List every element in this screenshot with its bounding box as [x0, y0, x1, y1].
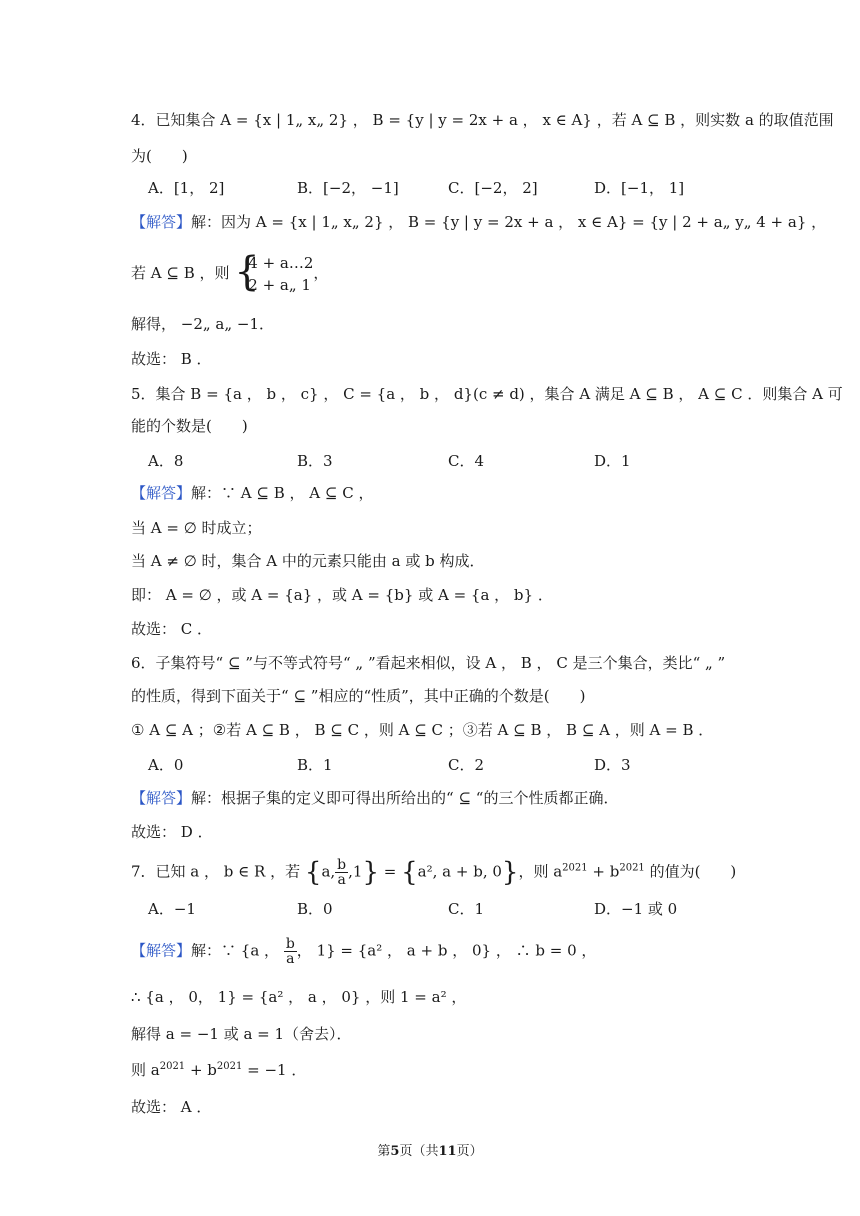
total-pages: 11	[438, 1144, 457, 1159]
q4-case-1: 4 + a…2	[248, 254, 314, 272]
q7-option-d: D．−1 或 0	[594, 900, 678, 918]
fraction-numerator: b	[337, 857, 347, 873]
q4-option-a: A．[1， 2]	[148, 179, 225, 197]
page-footer	[0, 1140, 860, 1159]
q5-option-b: B．3	[297, 452, 333, 470]
answer-tag: 【解答】	[131, 213, 192, 231]
q6-option-a: A．0	[148, 756, 184, 774]
q7-stem-prefix: 7．已知 a ， b ∈ R ，若	[131, 862, 301, 881]
q5-answer-line4: 即： A = ∅ ，或 A = {a} ，或 A = {b} 或 A = {a ， b} ．	[131, 586, 553, 604]
q4-answer-line1	[131, 212, 826, 232]
q7-answer1-suffix: ， 1} = {a² ， a + b ， 0} ， ∴ b = 0 ，	[296, 941, 597, 960]
q5-answer-text1: 解：∵ A ⊆ B ， A ⊆ C ，	[191, 484, 374, 502]
q7-answer-line1	[131, 937, 596, 966]
q4-answer-line4: 故选： B ．	[131, 350, 212, 368]
q7-set-element-a: a,	[321, 862, 336, 881]
q6-option-b: B．1	[297, 756, 333, 774]
q4-case-2: 2 + a„ 1	[248, 276, 311, 294]
q6-answer-line1	[131, 788, 618, 808]
q5-option-d: D．1	[594, 452, 631, 470]
q7-answer1-prefix: 解：∵ {a ，	[191, 941, 280, 960]
q4-stem-line2: 为( )	[131, 147, 188, 165]
footer-pre: 第	[377, 1144, 391, 1159]
q6-option-d: D．3	[594, 756, 631, 774]
q6-stem-line1: 6．子集符号“ ⊆ ”与不等式符号“ „ ”看起来相似，设 A ， B ， C 是三个集合，类比“ „ ”	[131, 654, 726, 672]
q4-option-c: C．[−2， 2]	[448, 179, 538, 197]
q6-answer-line2: 故选： D ．	[131, 823, 213, 841]
q4-answer2-prefix: 若 A ⊆ B ，则	[131, 264, 230, 282]
q5-answer-line3: 当 A ≠ ∅ 时，集合 A 中的元素只能由 a 或 b 构成．	[131, 552, 485, 570]
q4-answer-line3: 解得， −2„ a„ −1．	[131, 315, 275, 333]
fraction-numerator: b	[285, 936, 295, 952]
q7-answer-fraction-b-over-a	[284, 937, 297, 966]
q7-option-a: A．−1	[148, 900, 196, 918]
q5-option-c: C．4	[448, 452, 485, 470]
q7-answer4-plus: + b	[185, 1061, 217, 1079]
q4-option-b: B．[−2， −1]	[297, 179, 399, 197]
q4-answer-text1: 解：因为 A = {x | 1„ x„ 2} ， B = {y | y = 2x + a ， x ∈ A} = {y | 2 + a„ y„ 4 + a} ，	[191, 213, 827, 231]
q4-option-d: D．[−1， 1]	[594, 179, 685, 197]
q6-stem-line2: 的性质，得到下面关于“ ⊆ ”相应的“性质”，其中正确的个数是( )	[131, 687, 586, 705]
q7-answer4-prefix: 则 a	[131, 1061, 160, 1079]
q7-answer-line4	[131, 1060, 306, 1080]
q7-stem-plus: + b	[587, 862, 620, 881]
brace-glyph: }	[501, 857, 519, 888]
page-number: 5	[390, 1144, 400, 1159]
q4-stem-line1: 4．已知集合 A = {x | 1„ x„ 2} ， B = {y | y = 2x + a ， x ∈ A} ，若 A ⊆ B ，则实数 a 的取值范围	[131, 111, 834, 129]
q4-answer2-suffix: ，	[313, 264, 329, 282]
q7-fraction-b-over-a	[335, 858, 348, 887]
brace-glyph: {	[304, 857, 322, 888]
q7-stem-suffix: 的值为( )	[644, 862, 737, 881]
q5-stem-line1: 5．集合 B = {a ， b ， c} ， C = {a ， b ， d}(c ≠ d) ，集合 A 满足 A ⊆ B ， A ⊆ C ．则集合 A 可	[131, 385, 843, 403]
equals-sign: =	[383, 862, 397, 881]
q7-stem-line1	[131, 858, 736, 887]
q5-stem-line2: 能的个数是( )	[131, 417, 248, 435]
answer-tag: 【解答】	[131, 941, 192, 960]
exponent: 2021	[619, 862, 645, 874]
q7-set-right: a², a + b, 0	[417, 862, 502, 881]
q6-stem-line3: ① A ⊆ A ；②若 A ⊆ B ， B ⊆ C ，则 A ⊆ C ；③若 A ⊆ B ， B ⊆ A ，则 A = B ．	[131, 721, 714, 739]
q6-answer-text1: 解：根据子集的定义即可得出所给出的“ ⊆ “的三个性质都正确．	[191, 789, 619, 807]
brace-glyph: {	[401, 857, 418, 888]
q7-answer-line2: ∴ {a ， 0， 1} = {a² ， a ， 0} ，则 1 = a² ，	[131, 988, 467, 1006]
q4-answer-line2	[131, 249, 329, 296]
q7-stem-mid: ，则 a	[518, 862, 563, 881]
q7-answer-line5: 故选： A ．	[131, 1098, 212, 1116]
q7-answer-line3: 解得 a = −1 或 a = 1（舍去）．	[131, 1025, 352, 1043]
q6-option-c: C．2	[448, 756, 485, 774]
answer-tag: 【解答】	[131, 484, 192, 502]
exponent: 2021	[216, 1061, 243, 1072]
q5-answer-line1	[131, 483, 373, 503]
q4-case-system	[234, 249, 314, 296]
brace-glyph: {	[234, 249, 260, 295]
q7-option-b: B．0	[297, 900, 333, 918]
brace-glyph: }	[362, 857, 379, 888]
q5-option-a: A．8	[148, 452, 184, 470]
footer-mid: 页（共	[399, 1144, 439, 1159]
q5-answer-line5: 故选： C ．	[131, 620, 213, 638]
footer-post: 页）	[456, 1144, 483, 1159]
exponent: 2021	[159, 1061, 186, 1072]
fraction-denominator: a	[337, 872, 346, 888]
exponent: 2021	[562, 862, 588, 874]
answer-tag: 【解答】	[131, 789, 192, 807]
q7-option-c: C．1	[448, 900, 485, 918]
q7-answer4-suffix: = −1 ．	[242, 1061, 307, 1079]
q7-set-element-1: ,1	[348, 862, 363, 881]
q5-answer-line2: 当 A = ∅ 时成立；	[131, 519, 262, 537]
fraction-denominator: a	[286, 951, 295, 967]
